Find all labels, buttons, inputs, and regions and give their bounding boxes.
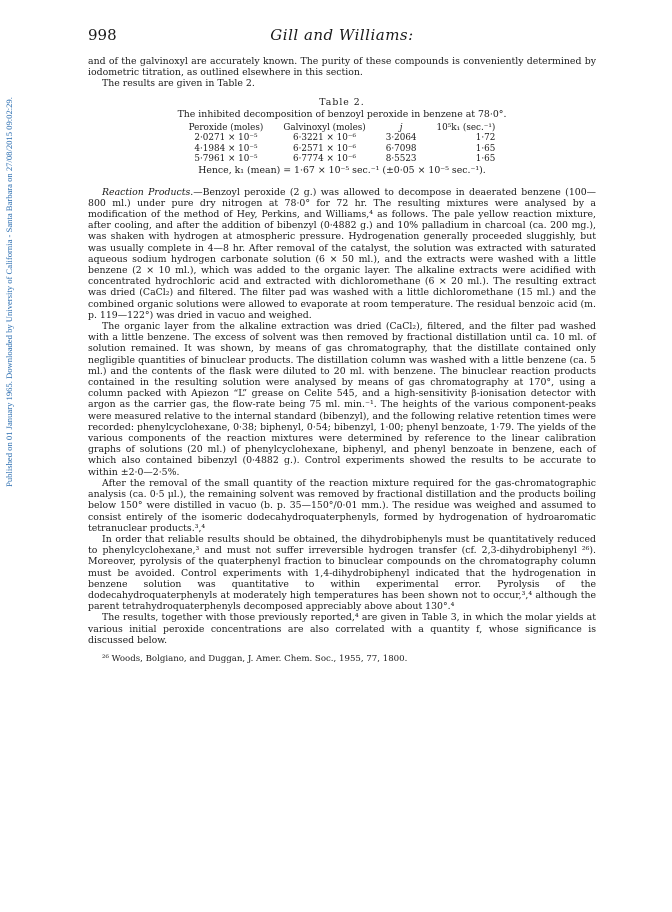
col-header-peroxide: Peroxide (moles) — [188, 122, 264, 133]
paragraph-5: After the removal of the small quantity of the reaction mixture required for the gas-chromatographic analysis (ca. 0·5 μl.), the remaining solvent was removed by fractional distillation and the products boiling below 150° were distilled in vacuo (b. p. 35—150°/0·01 mm.). The residue was weighed and assumed to consist entirely of the isomeric dodecahydroquaterphenyls, formed by hydrogenation of hydroaromatic tetranuclear products.³,⁴ — [88, 477, 596, 534]
table-cell: 2·0271 × 10⁻⁵ — [194, 133, 258, 144]
table-cell: 6·2571 × 10⁻⁶ — [292, 143, 357, 154]
paragraph-7: The results, together with those previously reported,⁴ are given in Table 3, in which the molar yields at various initial peroxide concentrations are also correlated with a quantity f, whose significance is discussed below. — [88, 612, 596, 646]
page-number: 998 — [88, 26, 117, 44]
paragraph-6: In order that reliable results should be obtained, the dihydrobiphenyls must be quantitatively reduced to phenylcyclohexane,³ and must not suffer irreversible hydrogen transfer (cf. 2,3-dihydrobiphenyl ²⁶). Moreover, pyrolysis of the quaterphenyl fraction to binuclear compounds on the chromatography column must be avoided. Control experiments with 1,4-dihydrobiphenyl indicated that the hydrogenation in benzene solution was quantitative to within experimental error. Pyrolysis of the dodecahydroquaterphenyls at moderately high temperatures has been shown not to occur,³,⁴ although the parent tetrahydroquaterphenyls decomposed appreciably above about 130°.⁴ — [88, 533, 596, 613]
table-row — [179, 133, 506, 144]
page-header — [88, 26, 596, 56]
table-label: Table 2. — [319, 96, 365, 108]
footnote-marker: ²⁶ — [102, 653, 109, 664]
page — [88, 26, 596, 665]
paragraph-1: and of the galvinoxyl are accurately known. The purity of these compounds is conveniently determined by iodometric titration, as outlined elsewhere in this section. — [88, 56, 596, 79]
table-footer: Hence, k₁ (mean) = 1·67 × 10⁻⁵ sec.⁻¹ (±0·05 × 10⁻⁵ sec.⁻¹). — [198, 164, 486, 176]
table-caption: The inhibited decomposition of benzoyl peroxide in benzene at 78·0°. — [177, 108, 507, 120]
table-row — [179, 144, 506, 155]
table-cell: 1·65 — [475, 143, 496, 154]
table-cell: 8·5523 — [385, 154, 417, 165]
paragraph-4: The organic layer from the alkaline extraction was dried (CaCl₂), filtered, and the filter pad washed with a little benzene. The excess of solvent was then removed by fractional distillation until ca. 10 ml. of solution remained. It was shown, by means of gas chromatography, that the distillate contained only negligible quantities of binuclear products. The distillation column was washed with a little benzene (ca. 5 ml.) and the contents of the flask were diluted to 20 ml. with benzene. The binuclear reaction products contained in the resulting solution were analysed by means of gas chromatography at 170°, using a column packed with Apiezon “L” grease on Celite 545, and a high-sensitivity β-ionisation detector with argon as the carrier gas, the flow-rate being 75 ml. min.⁻¹. The heights of the various component-peaks were measured relative to the internal standard (bibenzyl), and the following relative retention times were recorded: phenylcyclohexane, 0·38; biphenyl, 0·54; bibenzyl, 1·00; phenyl benzoate, 1·79. The yields of the various components of the reaction mixtures were determined by reference to the linear calibration graphs of solutions (20 ml.) of phenylcyclohexane, biphenyl, and phenyl benzoate in benzene, each of which also contained bibenzyl (0·4882 g.). Control experiments showed the results to be accurate to within ±2·0—2·5%. — [88, 321, 596, 478]
table-cell: 6·3221 × 10⁻⁶ — [292, 133, 357, 144]
footnote-text: Woods, Bolgiano, and Duggan, J. Amer. Chem. Soc., 1955, 77, 1800. — [108, 653, 408, 664]
paragraph-2: The results are given in Table 2. — [102, 78, 255, 90]
provenance-text: Published on 01 January 1965. Downloaded by University of California - Santa Barbara on 27/08/2015 09:02:29. — [4, 97, 14, 487]
table-cell: 3·2064 — [385, 133, 417, 144]
running-head: Gill and Williams: — [270, 26, 414, 44]
section-heading: Reaction Products. — [102, 186, 194, 198]
paragraph-3-text: —Benzoyl peroxide (2 g.) was allowed to decompose in deaerated benzene (100—800 ml.) under pure dry nitrogen at 78·0° for 72 hr. The resulting mixtures were analysed by a modification of the method of Hey, Perkins, and Williams,⁴ as follows. The pale yellow reaction mixture, after cooling, and after the addition of bibenzyl (0·4882 g.) and 10% palladium in charcoal (ca. 200 mg.), was shaken with hydrogen at atmospheric pressure. Hydrogenation generally proceeded sluggishly, but was usually complete in 4—8 hr. After removal of the catalyst, the solution was extracted with saturated aqueous sodium hydrogen carbonate solution (6 × 50 ml.), and the extracts were washed with a little benzene (2 × 10 ml.), which was added to the organic layer. The alkaline extracts were acidified with concentrated hydrochloric acid and extracted with dichloromethane (6 × 20 ml.). The resulting extract was dried (CaCl₂) and filtered. The filter pad was washed with a little dichloromethane (15 ml.) and the combined organic solutions were allowed to evaporate at room temperature. The residual benzoic acid (m. p. 119—122°) was dried in vacuo and weighed. — [88, 186, 596, 321]
table-cell: 6·7098 — [385, 143, 417, 154]
table-cell: 5·7961 × 10⁻⁵ — [194, 154, 258, 165]
table-row — [179, 154, 506, 165]
table-cell: 4·1984 × 10⁻⁵ — [194, 143, 258, 154]
table-2 — [179, 123, 506, 165]
col-header-j: j — [399, 122, 403, 133]
table-cell: 6·7774 × 10⁻⁶ — [292, 154, 357, 165]
provenance-sidebar — [0, 0, 22, 912]
footnote — [88, 654, 596, 665]
col-header-k1: 10⁵k₁ (sec.⁻¹) — [436, 122, 496, 133]
col-header-galvinoxyl: Galvinoxyl (moles) — [283, 122, 366, 133]
table-cell: 1·65 — [475, 154, 496, 165]
paragraph-reaction-products — [88, 187, 596, 321]
table-header-row — [179, 123, 506, 134]
table-cell: 1·72 — [475, 133, 496, 144]
